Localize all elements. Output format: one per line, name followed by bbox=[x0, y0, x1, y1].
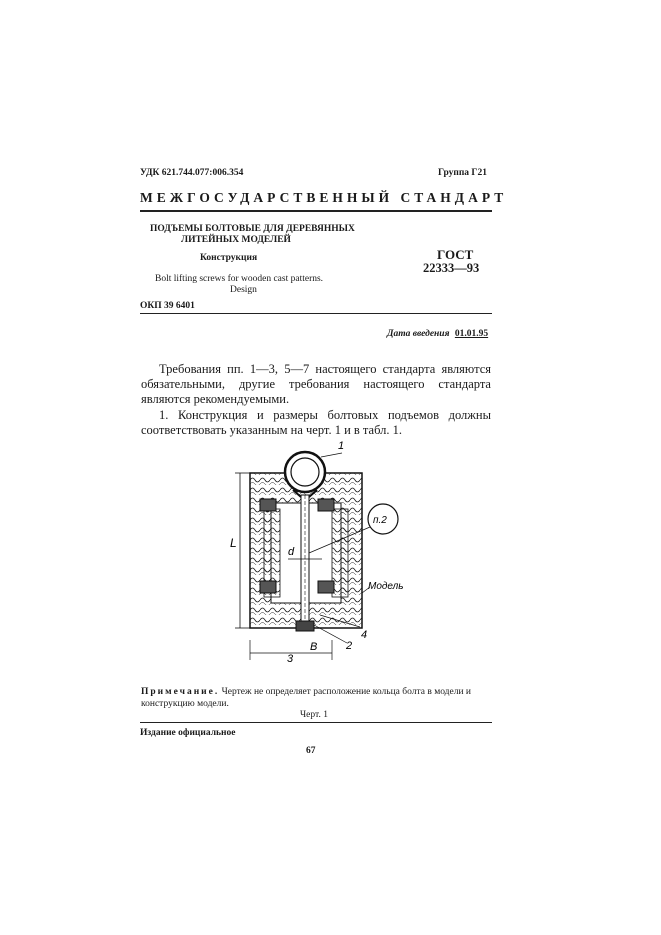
okp-code: ОКП 39 6401 bbox=[140, 301, 195, 311]
label-4: 4 bbox=[361, 629, 368, 641]
header-rule bbox=[140, 210, 492, 212]
paragraph-requirements: Требования пп. 1—3, 5—7 настоящего стандарта являются обязательными, другие требования настоящего стандарта являются рекомендуемыми. bbox=[141, 362, 491, 406]
note-prefix: Примечание. bbox=[141, 687, 220, 697]
english-title-line-2: Design bbox=[230, 285, 257, 295]
paragraph-design: 1. Конструкция и размеры болтовых подъемов должны соответствовать указанным на черт. 1 и в табл. 1. bbox=[141, 408, 491, 437]
english-title-line-1: Bolt lifting screws for wooden cast patterns. bbox=[155, 274, 324, 284]
label-1: 1 bbox=[338, 440, 345, 452]
effective-date-value: 01.01.95 bbox=[454, 329, 489, 339]
note-text: Чертеж не определяет расположение кольца болта в модели и конструкцию модели. bbox=[141, 687, 472, 709]
effective-date-row bbox=[387, 329, 488, 339]
label-model: Модель bbox=[368, 581, 404, 592]
label-p2: п.2 bbox=[373, 515, 387, 526]
bottom-nut bbox=[296, 621, 314, 631]
label-L: L bbox=[230, 536, 237, 550]
label-B: B bbox=[310, 641, 318, 653]
label-2: 2 bbox=[346, 640, 353, 652]
footer-rule bbox=[140, 722, 492, 723]
okp-rule bbox=[140, 313, 492, 314]
figure-note bbox=[141, 686, 493, 710]
standard-type-heading: МЕЖГОСУДАРСТВЕННЫЙ СТАНДАРТ bbox=[140, 190, 508, 205]
gost-number: 22333—93 bbox=[423, 261, 480, 275]
label-3: 3 bbox=[287, 653, 294, 665]
gost-label: ГОСТ bbox=[437, 247, 474, 262]
figure-drawing bbox=[230, 435, 410, 665]
edition-label: Издание официальное bbox=[140, 728, 236, 738]
title-subtitle: Конструкция bbox=[200, 253, 258, 263]
figure-caption: Черт. 1 bbox=[300, 710, 328, 720]
title-line-2: ЛИТЕЙНЫХ МОДЕЛЕЙ bbox=[181, 235, 291, 245]
page-number: 67 bbox=[306, 746, 316, 756]
group-code: Группа Г21 bbox=[438, 168, 487, 178]
udk-code: УДК 621.744.077:006.354 bbox=[140, 168, 244, 178]
title-line-1: ПОДЪЕМЫ БОЛТОВЫЕ ДЛЯ ДЕРЕВЯННЫХ bbox=[150, 224, 355, 234]
effective-date-label: Дата введения bbox=[387, 329, 450, 339]
label-d: d bbox=[288, 546, 295, 558]
